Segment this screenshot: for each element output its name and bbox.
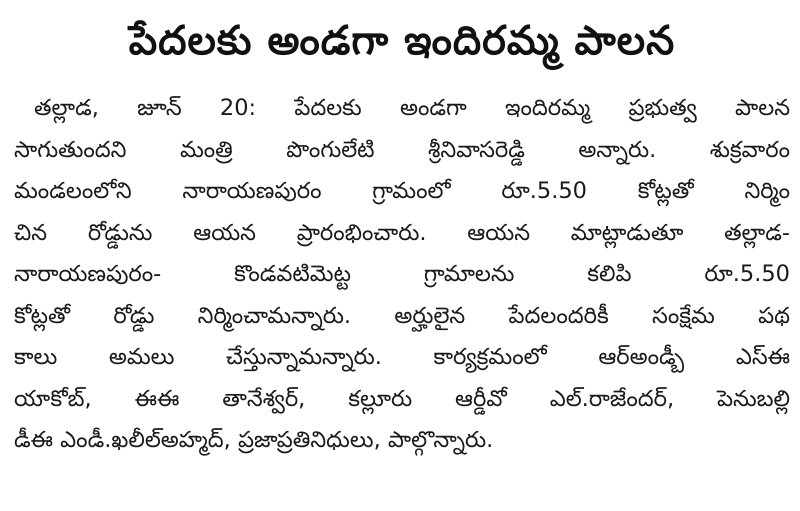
article-line: కోట్లతో రోడ్డు నిర్మించామన్నారు. అర్హులైన పేదలందరికీ సంక్షేమ పథ [14, 302, 790, 329]
article-line: కాలు అమలు చేస్తున్నామన్నారు. కార్యక్రమంలో ఆర్అండ్బీ ఎస్ఈ [14, 344, 790, 370]
article-line: చిన రోడ్డును ఆయన ప్రారంభించారు. ఆయన మాట్లాడుతూ తల్లాడ- [14, 219, 790, 246]
article-line: డీఈ ఎండీ.ఖలీల్అహ్మద్, ప్రజాప్రతినిధులు, పాల్గొన్నారు. [14, 427, 494, 453]
article-line: యాకోబ్, ఈఈ తానేశ్వర్, కల్లూరు ఆర్డీవో ఎల్.రాజేందర్, పెనుబల్లి [14, 385, 790, 412]
article-line: మండలంలోని నారాయణపురం గ్రామంలో రూ.5.50 కోట్లతో నిర్మిం [14, 178, 790, 204]
article-line: నారాయణపురం- కొండవటిమెట్ట గ్రామాలను కలిపి రూ.5.50 [14, 261, 790, 287]
article-line: తల్లాడ, జూన్ 20: పేదలకు అండగా ఇందిరమ్మ ప్రభుత్వ పాలన [34, 95, 790, 121]
article-headline: పేదలకు అండగా ఇందిరమ్మ పాలన [128, 18, 676, 64]
article-line: సాగుతుందని మంత్రి పొంగులేటి శ్రీనివాసరెడ్డి అన్నారు. శుక్రవారం [14, 136, 790, 163]
article-body [14, 88, 790, 462]
